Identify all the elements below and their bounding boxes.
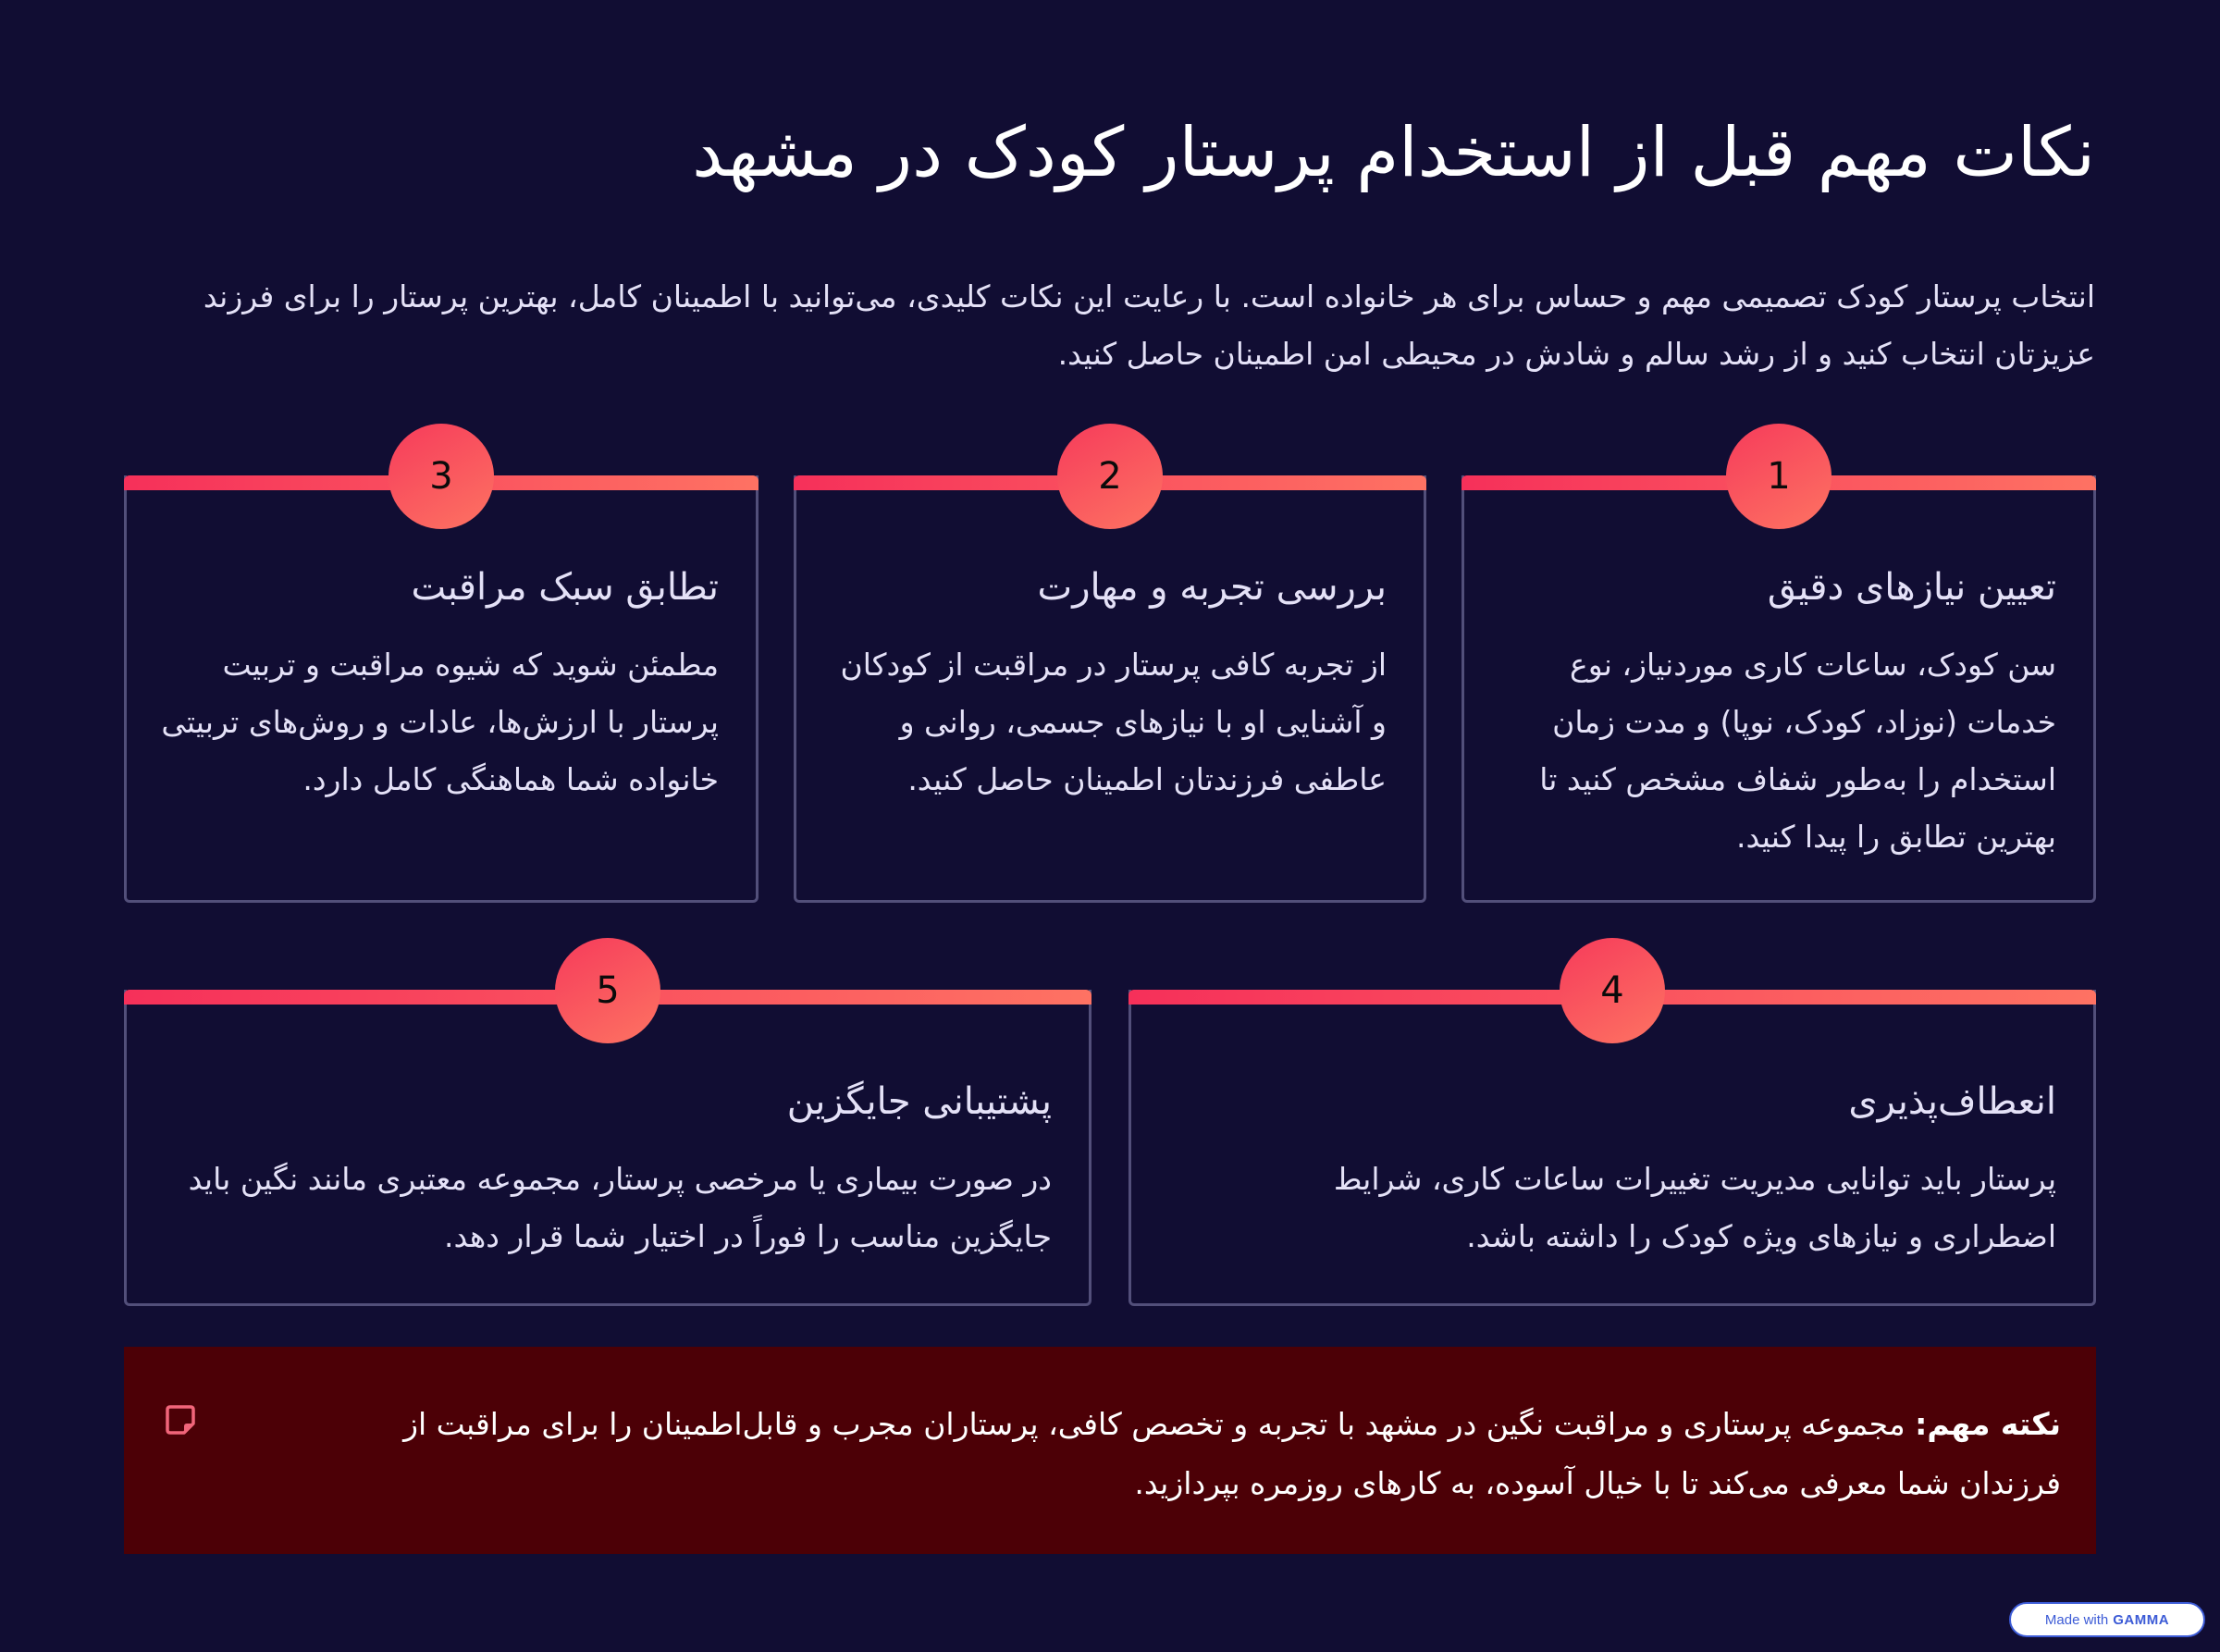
card-title: بررسی تجربه و مهارت [1037,566,1387,609]
card-body: سن کودک، ساعات کاری موردنیاز، نوع خدمات (نوزاد، کودک، نوپا) و مدت زمان استخدام را به‌طور شفاف مشخص کنید تا بهترین تطابق را پیدا کنید. [1539,647,2056,855]
card-title: تعیین نیازهای دقیق [1767,566,2056,609]
page-title: نکات مهم قبل از استخدام پرستار کودک در مشهد [692,113,2095,192]
tip-card-5 [124,969,1092,1306]
step-number-badge: 5 [555,938,660,1043]
made-with-gamma-badge[interactable] [2009,1602,2205,1637]
sticky-note-icon [165,1404,196,1436]
tip-card-3 [124,455,758,903]
card-body: از تجربه کافی پرستار در مراقبت از کودکان و آشنایی او با نیازهای جسمی، روانی و عاطفی فرزندتان اطمینان حاصل کنید. [840,647,1387,797]
callout-text [303,1395,2061,1513]
badge-prefix: Made with [2044,1611,2109,1628]
card-title: انعطاف‌پذیری [1848,1080,2056,1123]
callout-body: مجموعه پرستاری و مراقبت نگین در مشهد با تجربه و تخصص کافی، پرستاران مجرب و قابل‌اطمینان را برای مراقبت از فرزندان شما معرفی می‌کند تا با خیال آسوده، به کارهای روزمره بپردازید. [403,1406,2061,1501]
card-body: پرستار باید توانایی مدیریت تغییرات ساعات کاری، شرایط اضطراری و نیازهای ویژه کودک را داشته باشد. [1333,1161,2056,1254]
step-number-badge: 4 [1560,938,1665,1043]
important-note-callout [124,1347,2096,1554]
tip-card-1 [1462,455,2096,903]
intro-paragraph: انتخاب پرستار کودک تصمیمی مهم و حساس برای هر خانواده است. با رعایت این نکات کلیدی، می‌توانید با اطمینان کامل، بهترین پرستار را برای فرزند عزیزتان انتخاب کنید و از رشد سالم و شادش در محیطی امن اطمینان حاصل کنید. [203,278,2095,372]
card-body: مطمئن شوید که شیوه مراقبت و تربیت پرستار با ارزش‌ها، عادات و روش‌های تربیتی خانواده شما هماهنگی کامل دارد. [161,647,719,797]
card-title: تطابق سبک مراقبت [411,566,719,609]
tip-card-4 [1128,969,2096,1306]
gamma-logo: GAMMA [2113,1611,2170,1628]
step-number-badge: 3 [388,424,494,529]
tip-card-2 [794,455,1426,903]
callout-label: نکته مهم: [1915,1406,2061,1442]
step-number-badge: 1 [1726,424,1832,529]
card-body: در صورت بیماری یا مرخصی پرستار، مجموعه معتبری مانند نگین باید جایگزین مناسب را فوراً در اختیار شما قرار دهد. [188,1161,1052,1254]
step-number-badge: 2 [1057,424,1163,529]
card-title: پشتیبانی جایگزین [786,1080,1052,1123]
